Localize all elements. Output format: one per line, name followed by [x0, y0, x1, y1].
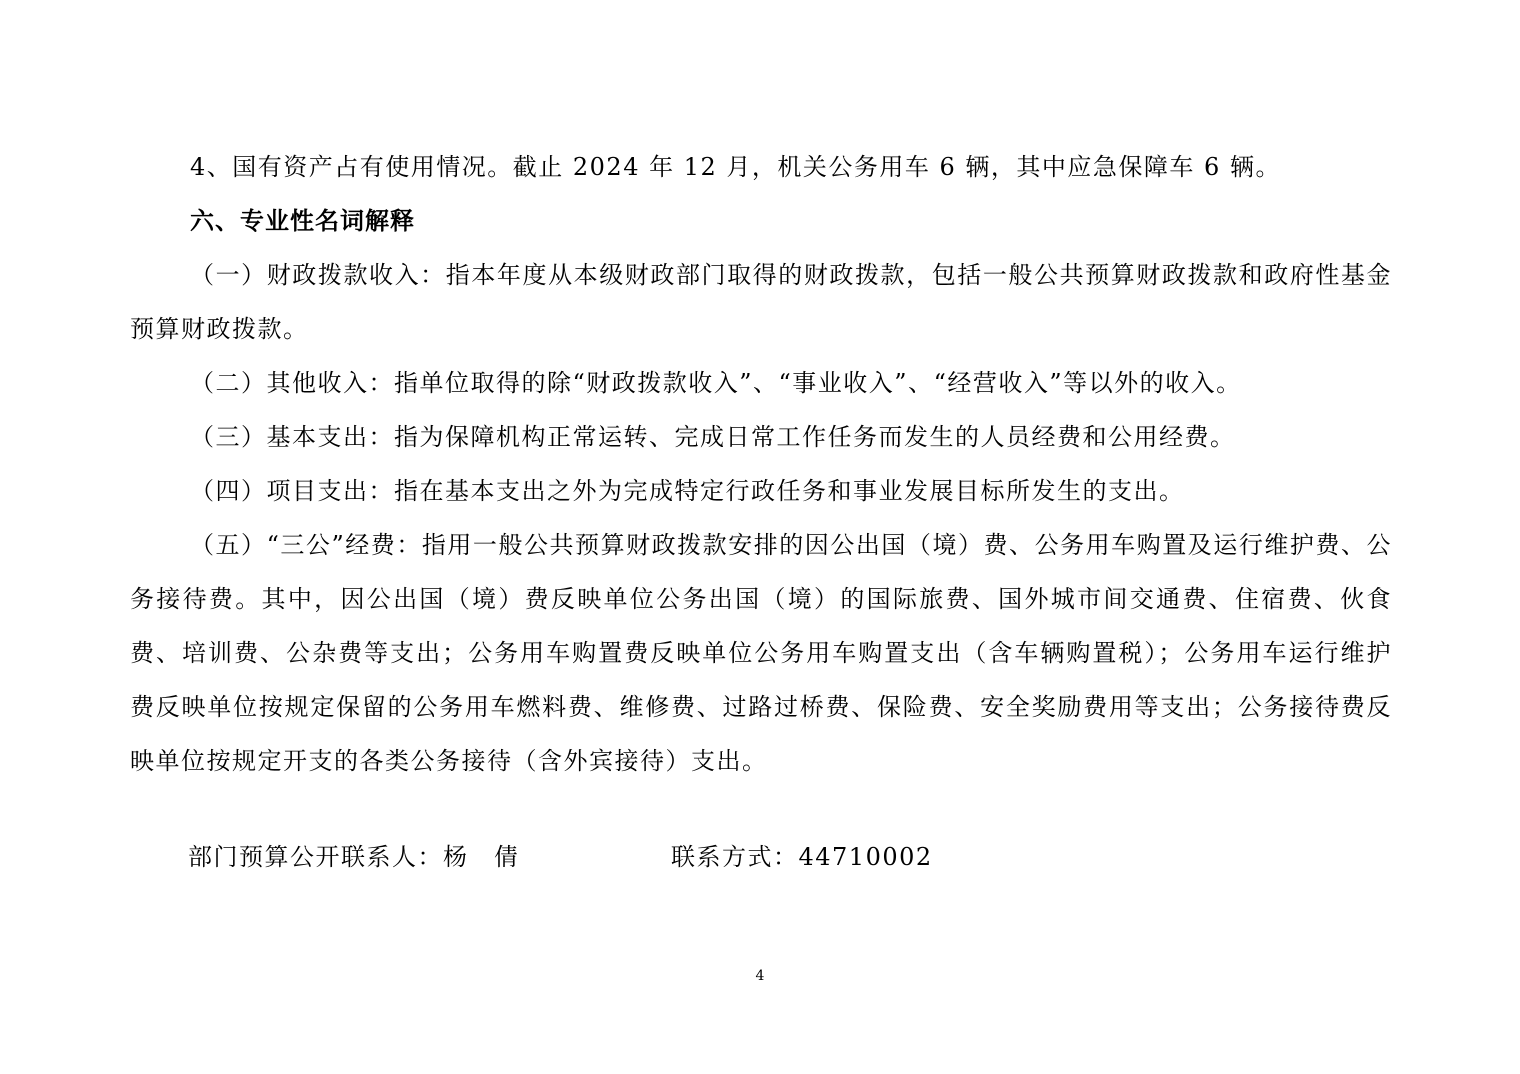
document-body	[130, 140, 1392, 788]
paragraph-state-assets: 4、国有资产占有使用情况。截止 2024 年 12 月，机关公务用车 6 辆，其中应急保障车 6 辆。	[190, 153, 1281, 181]
paragraph-fiscal-income: （一）财政拨款收入：指本年度从本级财政部门取得的财政拨款，包括一般公共预算财政拨款和政府性基金预算财政拨款。	[130, 261, 1392, 343]
contact-phone: 联系方式：44710002	[671, 843, 933, 871]
paragraph-basic-expenditure: （三）基本支出：指为保障机构正常运转、完成日常工作任务而发生的人员经费和公用经费。	[190, 423, 1236, 451]
contact-line	[188, 830, 933, 884]
page-number: 4	[755, 968, 765, 984]
paragraph-three-public-expenses: （五）“三公”经费：指用一般公共预算财政拨款安排的因公出国（境）费、公务用车购置及运行维护费、公务接待费。其中，因公出国（境）费反映单位公务出国（境）的国际旅费、国外城市间交通费、住宿费、伙食费、培训费、公杂费等支出；公务用车购置费反映单位公务用车购置支出（含车辆购置税）；公务用车运行维护费反映单位按规定保留的公务用车燃料费、维修费、过路过桥费、保险费、安全奖励费用等支出；公务接待费反映单位按规定开支的各类公务接待（含外宾接待）支出。	[130, 531, 1392, 775]
paragraph-project-expenditure: （四）项目支出：指在基本支出之外为完成特定行政任务和事业发展目标所发生的支出。	[190, 477, 1185, 505]
contact-person: 部门预算公开联系人：杨 倩	[188, 843, 520, 871]
paragraph-other-income: （二）其他收入：指单位取得的除“财政拨款收入”、“事业收入”、“经营收入”等以外的收入。	[190, 369, 1242, 397]
section-heading-terms: 六、专业性名词解释	[190, 207, 415, 235]
